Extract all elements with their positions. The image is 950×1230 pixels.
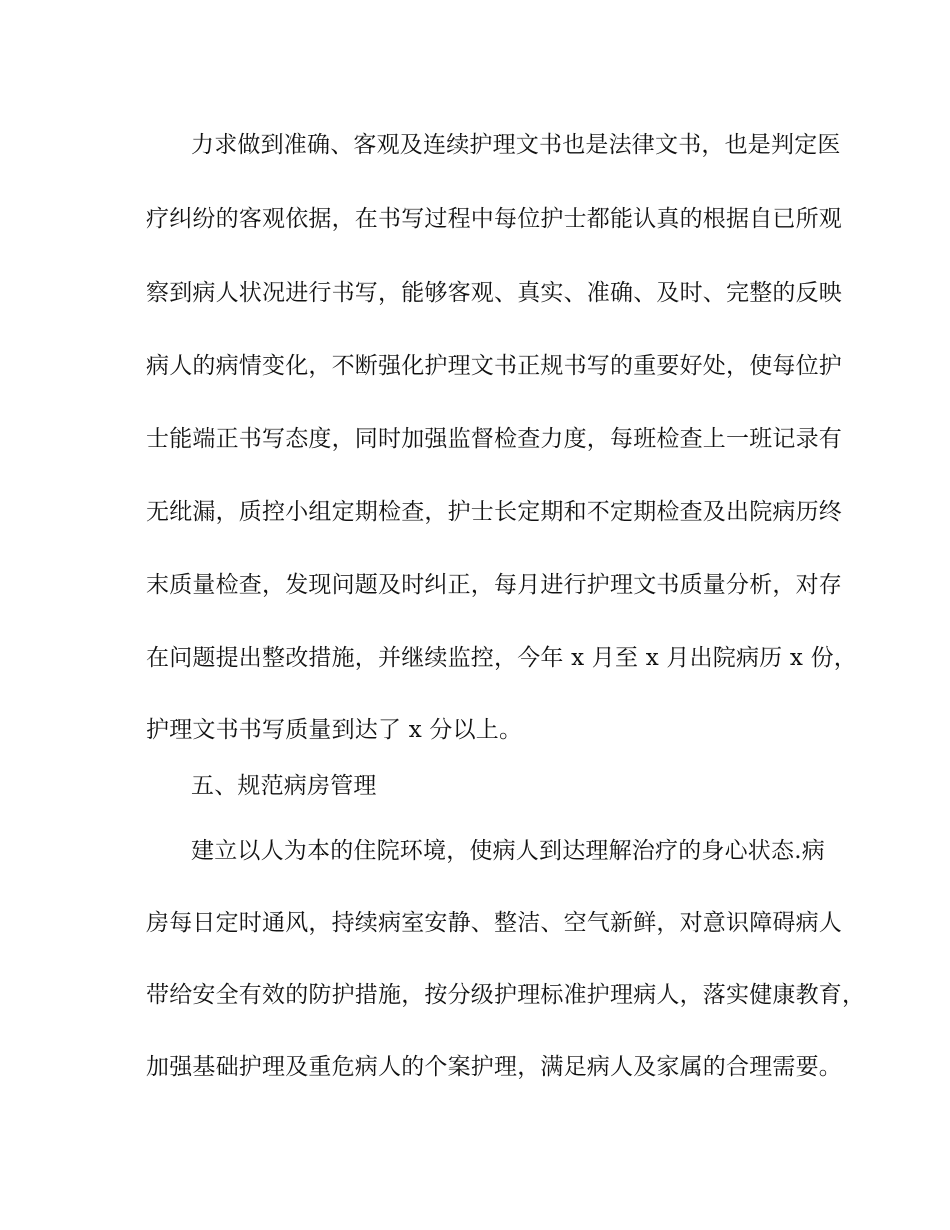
paragraph-1-line-8: 在问题提出整改措施，并继续监控，今年 x 月至 x 月出院病历 x 份， (146, 645, 857, 671)
paragraph-1-line-2: 疗纠纷的客观依据，在书写过程中每位护士都能认真的根据自已所观 (146, 206, 842, 232)
paragraph-2-line-2: 房每日定时通风，持续病室安静、整洁、空气新鲜，对意识障碍病人 (146, 910, 842, 936)
paragraph-1-line-6: 无纰漏，质控小组定期检查，护士长定期和不定期检查及出院病历终 (146, 499, 842, 525)
paragraph-2-line-4: 加强基础护理及重危病人的个案护理，满足病人及家属的合理需要。 (146, 1054, 842, 1080)
paragraph-1-line-5: 士能端正书写态度，同时加强监督检查力度，每班检查上一班记录有 (146, 426, 842, 452)
paragraph-1-line-9: 护理文书书写质量到达了 x 分以上。 (146, 717, 523, 743)
paragraph-2-line-1: 建立以人为本的住院环境，使病人到达理解治疗的身心状态.病 (191, 838, 825, 864)
paragraph-1-line-7: 末质量检查，发现问题及时纠正，每月进行护理文书质量分析，对存 (146, 572, 842, 598)
section-heading: 五、规范病房管理 (191, 773, 377, 799)
paragraph-2-line-3: 带给安全有效的防护措施，按分级护理标准护理病人，落实健康教育， (146, 982, 866, 1008)
paragraph-1-line-3: 察到病人状况进行书写，能够客观、真实、准确、及时、完整的反映 (146, 280, 842, 306)
paragraph-1-line-1: 力求做到准确、客观及连续护理文书也是法律文书，也是判定医 (191, 132, 841, 158)
paragraph-1-line-4: 病人的病情变化，不断强化护理文书正规书写的重要好处，使每位护 (146, 353, 842, 379)
